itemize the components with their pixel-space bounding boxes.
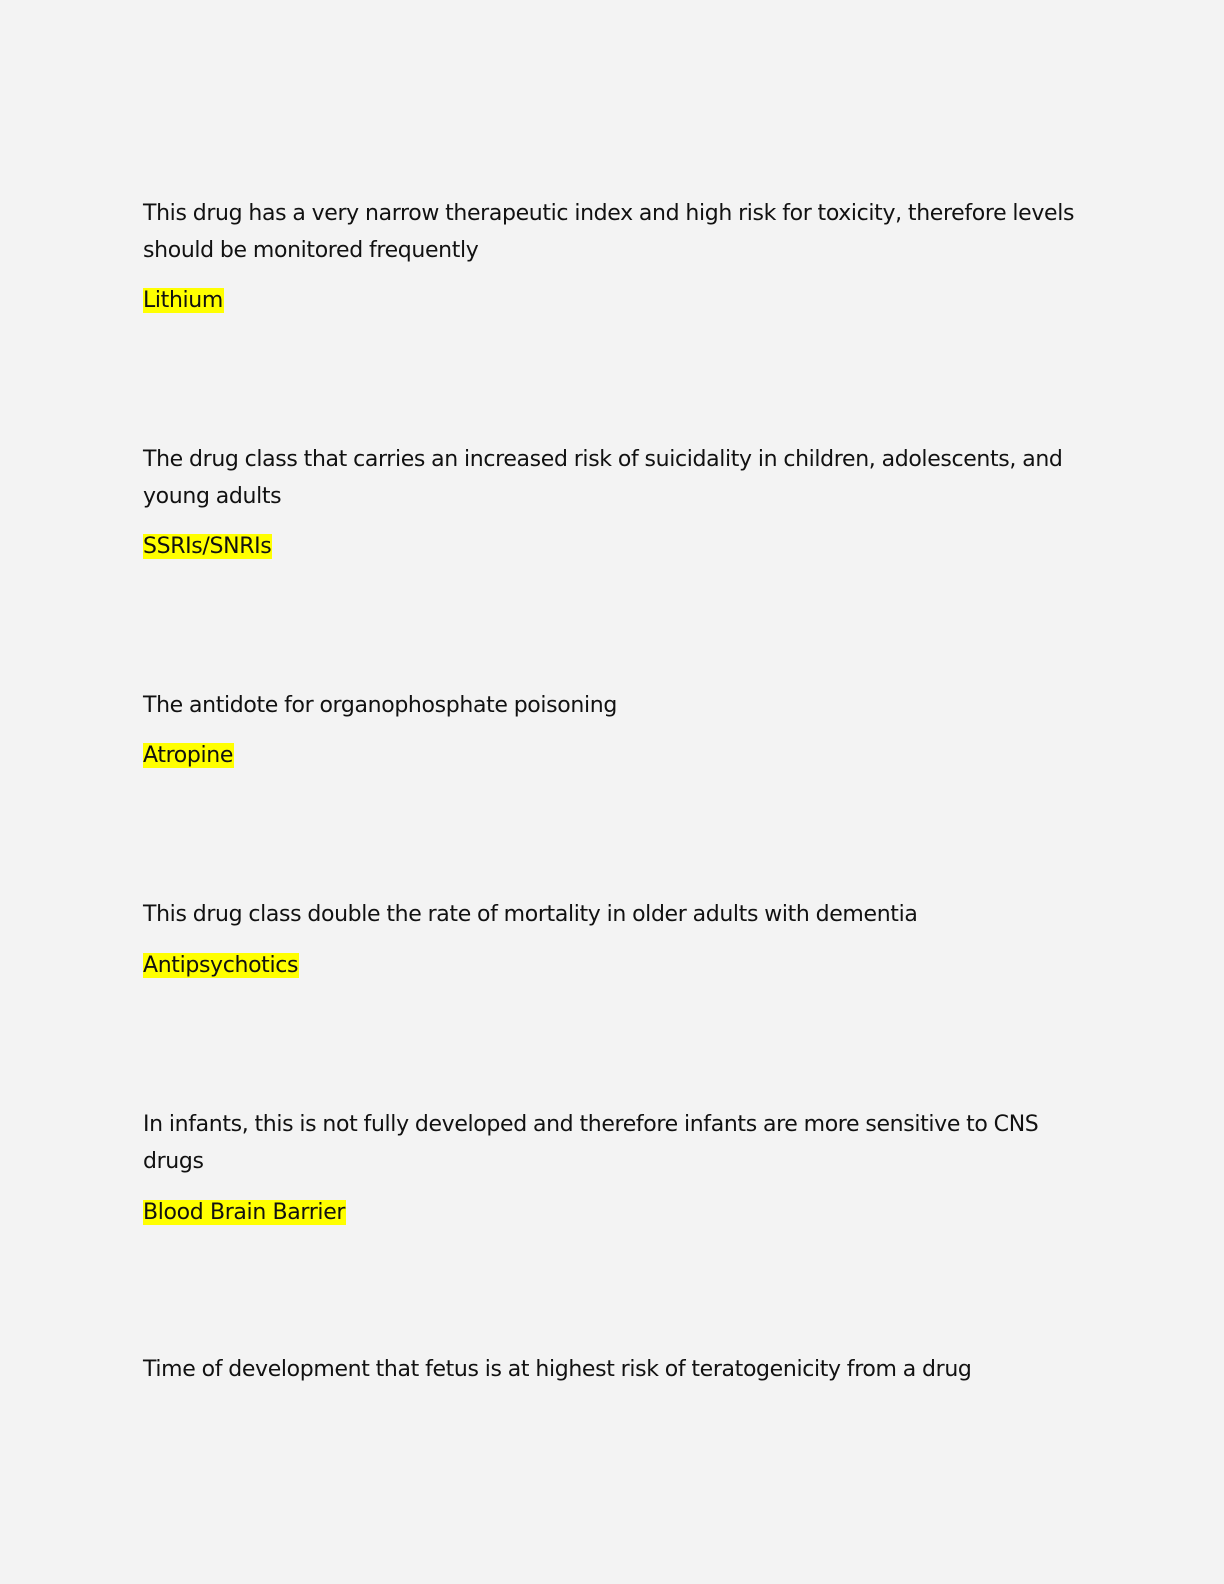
answer-highlight bbox=[143, 1196, 346, 1230]
answer-text: SSRIs/SNRIs bbox=[143, 534, 272, 559]
answer-text: Lithium bbox=[143, 288, 223, 313]
question-text: In infants, this is not fully developed and therefore infants are more sensitive to CNS drugs bbox=[143, 1112, 1039, 1174]
question-text: The drug class that carries an increased risk of suicidality in children, adolescents, and young adults bbox=[143, 447, 1063, 509]
answer-highlight bbox=[143, 739, 234, 773]
answer-text: Atropine bbox=[143, 743, 234, 768]
question-text: The antidote for organophosphate poisoning bbox=[143, 693, 617, 718]
question-text: This drug class double the rate of mortality in older adults with dementia bbox=[143, 902, 918, 927]
question-text: Time of development that fetus is at highest risk of teratogenicity from a drug bbox=[143, 1357, 972, 1382]
answer-highlight bbox=[143, 530, 272, 564]
answer-highlight bbox=[143, 284, 224, 318]
question-text: This drug has a very narrow therapeutic index and high risk for toxicity, therefore levels should be monitored frequently bbox=[143, 201, 1075, 263]
answer-text: Blood Brain Barrier bbox=[143, 1200, 346, 1225]
answer-text: Antipsychotics bbox=[143, 953, 299, 978]
answer-highlight bbox=[143, 949, 299, 983]
